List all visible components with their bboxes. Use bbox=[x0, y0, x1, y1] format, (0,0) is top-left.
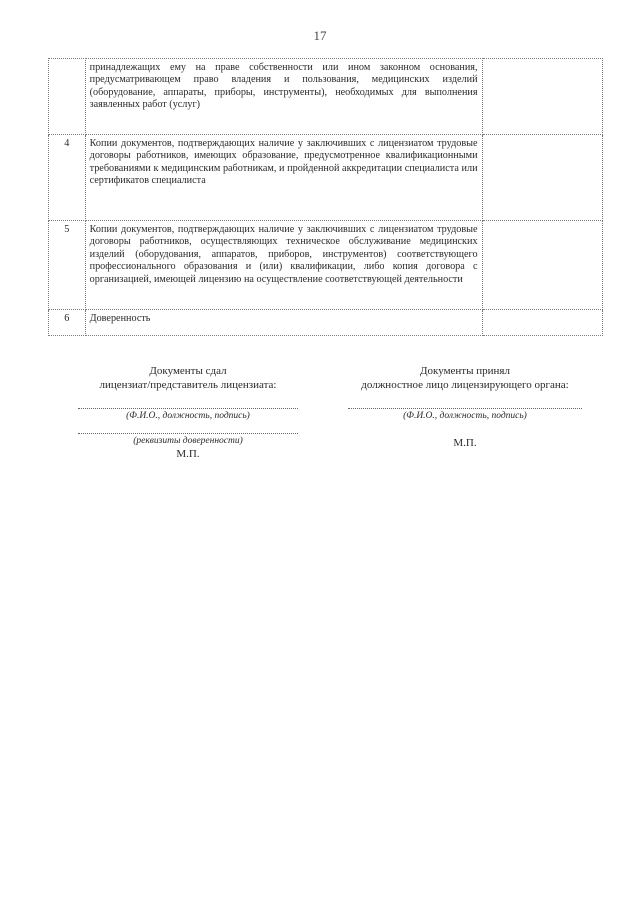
left-signature-subtitle: лицензиат/представитель лицензиата: bbox=[99, 379, 277, 391]
left-signature-title: Документы сдал bbox=[149, 365, 227, 377]
left-signature-caption: (Ф.И.О., должность, подпись) bbox=[126, 411, 250, 421]
right-stamp-label: М.П. bbox=[453, 437, 477, 449]
right-signature-subtitle: должностное лицо лицензирующего органа: bbox=[361, 379, 569, 391]
table-row bbox=[49, 135, 603, 221]
left-stamp-label: М.П. bbox=[176, 448, 200, 460]
documents-table bbox=[48, 58, 603, 336]
row-mark-cell bbox=[482, 135, 602, 221]
row-mark-cell bbox=[482, 310, 602, 336]
row-text: принадлежащих ему на праве собственности или ином законном основания, предусматривающем право владения и пользования, медицинских изделий (оборудование, аппараты, приборы, инструменты), необходимых для выполнения заявленных работ (услуг) bbox=[85, 59, 482, 135]
row-text: Доверенность bbox=[85, 310, 482, 336]
row-number: 6 bbox=[49, 310, 86, 336]
table-row bbox=[49, 310, 603, 336]
row-mark-cell bbox=[482, 221, 602, 310]
left-proxy-line bbox=[78, 423, 298, 434]
right-signature-caption: (Ф.И.О., должность, подпись) bbox=[403, 411, 527, 421]
right-signature-block bbox=[340, 364, 590, 449]
right-signature-line bbox=[348, 398, 582, 409]
row-number bbox=[49, 59, 86, 135]
left-signature-block bbox=[78, 364, 298, 460]
row-number: 4 bbox=[49, 135, 86, 221]
left-proxy-caption: (реквизиты доверенности) bbox=[133, 436, 243, 446]
row-text: Копии документов, подтверждающих наличие у заключивших с лицензиатом трудовые договоры работников, имеющих образование, предусмотренное квалификационными требованиями к медицинским работникам, и пройденной аккредитации специалиста или сертификатов специалиста bbox=[85, 135, 482, 221]
table-row bbox=[49, 221, 603, 310]
row-mark-cell bbox=[482, 59, 602, 135]
left-signature-line bbox=[78, 398, 298, 409]
page-number: 17 bbox=[313, 28, 327, 43]
row-number: 5 bbox=[49, 221, 86, 310]
row-text: Копии документов, подтверждающих наличие у заключивших с лицензиатом трудовые договоры работников, осуществляющих техническое обслуживание медицинских изделий (оборудования, аппаратов, приборов, инструментов) соответствующего профессионального образования и (или) квалификации, либо копия договора с организацией, имеющей лицензию на осуществление соответствующей деятельности bbox=[85, 221, 482, 310]
right-signature-title: Документы принял bbox=[420, 365, 510, 377]
table-row bbox=[49, 59, 603, 135]
